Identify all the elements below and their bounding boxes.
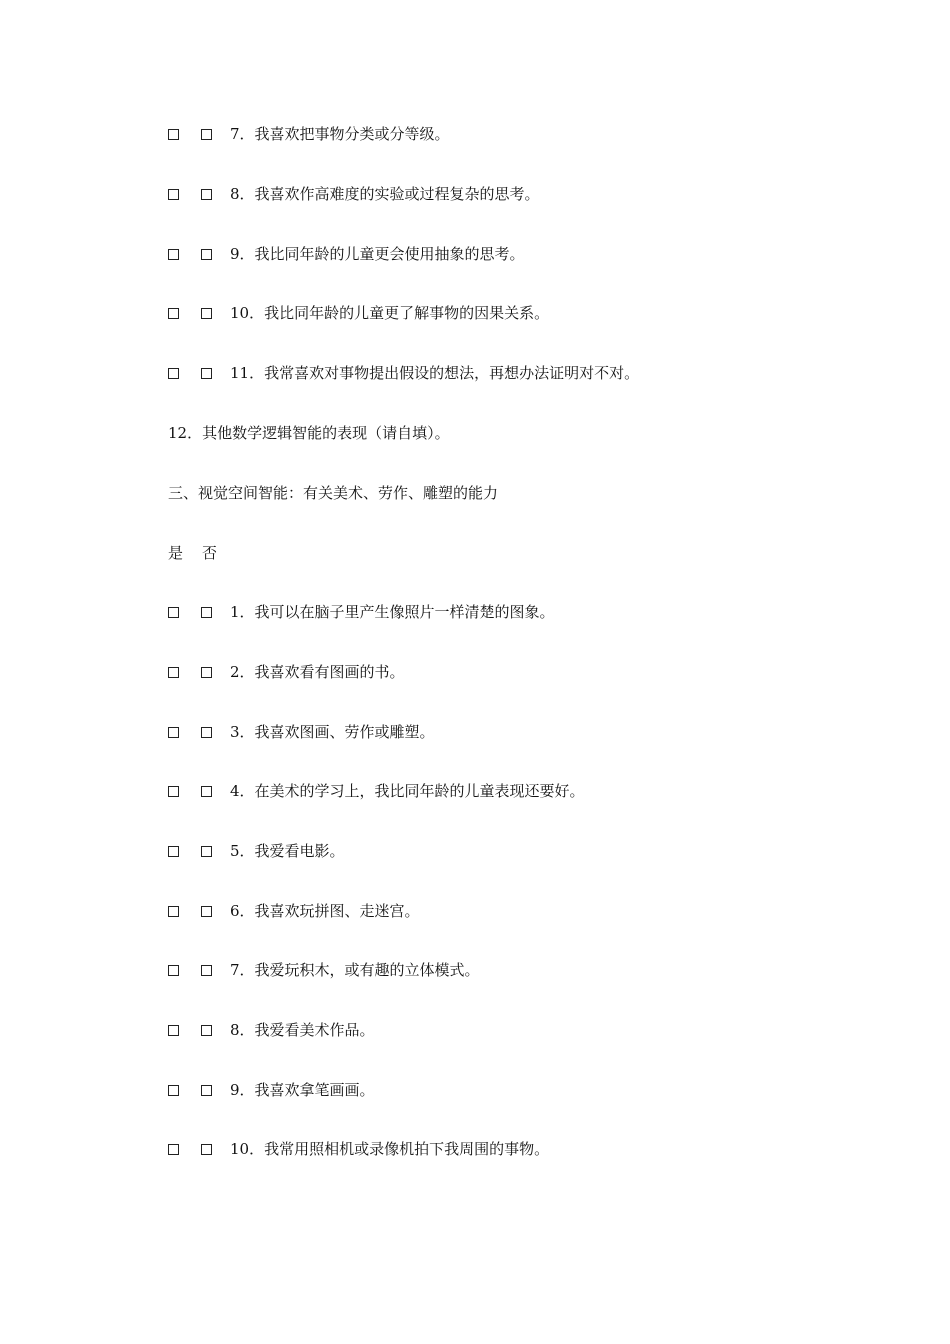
no-checkbox[interactable] [201, 189, 212, 200]
question-row [168, 899, 420, 923]
question-text: 11．我常喜欢对事物提出假设的想法，再想办法证明对不对。 [230, 364, 640, 382]
yes-checkbox[interactable] [168, 189, 179, 200]
yes-checkbox[interactable] [168, 1144, 179, 1155]
no-label: 否 [202, 544, 218, 562]
question-row [168, 958, 480, 982]
yes-checkbox[interactable] [168, 607, 179, 618]
no-checkbox[interactable] [201, 308, 212, 319]
yes-checkbox[interactable] [168, 667, 179, 678]
no-checkbox[interactable] [201, 727, 212, 738]
question-row [168, 1018, 375, 1042]
yes-checkbox[interactable] [168, 129, 179, 140]
yes-checkbox[interactable] [168, 727, 179, 738]
question-text: 7．我爱玩积木，或有趣的立体模式。 [230, 961, 480, 979]
question-row [168, 600, 555, 624]
question-text: 9．我比同年龄的儿童更会使用抽象的思考。 [230, 245, 525, 263]
question-row [168, 779, 585, 803]
question-text: 10．我比同年龄的儿童更了解事物的因果关系。 [230, 304, 550, 322]
question-row [168, 242, 525, 266]
question-row [168, 720, 435, 744]
question-row [168, 660, 405, 684]
section-heading: 三、视觉空间智能：有关美术、劳作、雕塑的能力 [168, 484, 499, 502]
question-row [168, 839, 345, 863]
no-checkbox[interactable] [201, 965, 212, 976]
question-text: 4．在美术的学习上，我比同年龄的儿童表现还要好。 [230, 782, 585, 800]
no-checkbox[interactable] [201, 368, 212, 379]
no-checkbox[interactable] [201, 607, 212, 618]
yes-checkbox[interactable] [168, 786, 179, 797]
no-checkbox[interactable] [201, 1085, 212, 1096]
question-text: 8．我喜欢作高难度的实验或过程复杂的思考。 [230, 185, 540, 203]
no-checkbox[interactable] [201, 1025, 212, 1036]
no-checkbox[interactable] [201, 129, 212, 140]
yes-checkbox[interactable] [168, 906, 179, 917]
question-text: 3．我喜欢图画、劳作或雕塑。 [230, 723, 435, 741]
question-text: 7．我喜欢把事物分类或分等级。 [230, 125, 450, 143]
other-fill-in-line: 12．其他数学逻辑智能的表现（请自填）。 [168, 424, 450, 442]
question-text: 6．我喜欢玩拼图、走迷宫。 [230, 902, 420, 920]
no-checkbox[interactable] [201, 667, 212, 678]
question-row [168, 122, 450, 146]
question-row [168, 301, 549, 325]
question-row [168, 361, 639, 385]
yes-label: 是 [168, 544, 184, 562]
yes-checkbox[interactable] [168, 308, 179, 319]
yes-checkbox[interactable] [168, 1085, 179, 1096]
yes-checkbox[interactable] [168, 368, 179, 379]
question-text: 8．我爱看美术作品。 [230, 1021, 375, 1039]
no-checkbox[interactable] [201, 1144, 212, 1155]
no-checkbox[interactable] [201, 249, 212, 260]
question-row [168, 182, 540, 206]
question-row [168, 1137, 549, 1161]
yes-checkbox[interactable] [168, 965, 179, 976]
yes-checkbox[interactable] [168, 846, 179, 857]
question-text: 1．我可以在脑子里产生像照片一样清楚的图象。 [230, 603, 555, 621]
no-checkbox[interactable] [201, 786, 212, 797]
question-text: 10．我常用照相机或录像机拍下我周围的事物。 [230, 1140, 550, 1158]
question-text: 5．我爱看电影。 [230, 842, 345, 860]
yes-checkbox[interactable] [168, 1025, 179, 1036]
yes-checkbox[interactable] [168, 249, 179, 260]
no-checkbox[interactable] [201, 846, 212, 857]
question-row [168, 1078, 375, 1102]
yes-no-header [168, 541, 217, 565]
no-checkbox[interactable] [201, 906, 212, 917]
question-text: 2．我喜欢看有图画的书。 [230, 663, 405, 681]
question-text: 9．我喜欢拿笔画画。 [230, 1081, 375, 1099]
